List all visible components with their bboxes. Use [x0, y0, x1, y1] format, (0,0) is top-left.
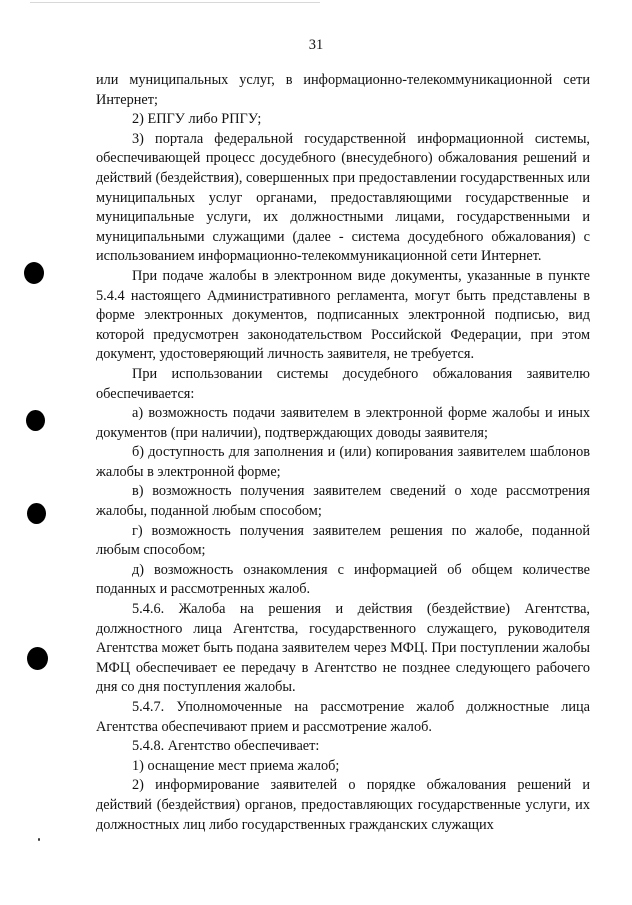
- list-item-2: 2) информирование заявителей о порядке обжалования решений и действий (бездействия) органов, предоставляющих государственные услуги, их должностных лиц либо государственных гражданских служащих: [96, 777, 590, 833]
- punch-hole-mark: [26, 410, 45, 431]
- paragraph-electronic-submission: При подаче жалобы в электронном виде документы, указанные в пункте 5.4.4 настоящего Административного регламента, могут быть представлены в форме электронных документов, подписанных электронной подписью, вид которой предусмотрен законодательством Российской Федерации, при этом документ, удостоверяющий личность заявителя, не требуется.: [96, 267, 590, 363]
- paragraph-continuation: или муниципальных услуг, в информационно-телекоммуникационной сети Интернет;: [96, 72, 590, 108]
- punch-hole-mark: [27, 647, 48, 670]
- section-5-4-7: 5.4.7. Уполномоченные на рассмотрение жалоб должностные лица Агентства обеспечивают прием и рассмотрение жалоб.: [96, 699, 590, 735]
- list-item-v: в) возможность получения заявителем сведений о ходе рассмотрения жалобы, поданной любым способом;: [96, 483, 590, 520]
- section-5-4-6: 5.4.6. Жалоба на решения и действия (бездействие) Агентства, должностного лица Агентства, государственного служащего, руководителя Агентства может быть подана заявителем через МФЦ. При поступлении жалобы МФЦ обеспечивает ее передачу в Агентство не позднее следующего рабочего дня со дня поступления жалобы.: [96, 601, 590, 696]
- punch-hole-mark: [24, 262, 44, 284]
- list-item-1: 1) оснащение мест приема жалоб;: [132, 757, 340, 774]
- paragraph-system-usage: При использовании системы досудебного обжалования заявителю обеспечивается:: [96, 365, 590, 402]
- list-item-portal: 3) портала федеральной государственной информационной системы, обеспечивающей процесс досудебного (внесудебного) обжалования решений и действий (бездействия), совершенных при предоставлении государственных или муниципальных услуг органами, предоставляющими государственные и муниципальные услуги, их должностными лицами, государственными и муниципальными служащими (далее - система досудебного обжалования) с использованием информационно-телекоммуникационной сети Интернет.: [96, 130, 590, 265]
- punch-hole-mark: [27, 503, 46, 524]
- list-item-d: д) возможность ознакомления с информацией об общем количестве поданных и рассмотренных жалоб.: [96, 561, 590, 598]
- page-number: 31: [308, 37, 324, 53]
- list-item-b: б) доступность для заполнения и (или) копирования заявителем шаблонов жалобы в электронной форме;: [96, 444, 590, 480]
- list-item-g: г) возможность получения заявителем решения по жалобе, поданной любым способом;: [96, 522, 590, 559]
- list-item-a: а) возможность подачи заявителем в электронной форме жалобы и иных документов (при наличии), подтверждающих доводы заявителя;: [96, 405, 590, 441]
- section-5-4-8: 5.4.8. Агентство обеспечивает:: [132, 738, 320, 755]
- scan-edge-line: [30, 2, 320, 3]
- list-item-epgu: 2) ЕПГУ либо РПГУ;: [132, 111, 262, 128]
- scan-speck: [38, 838, 40, 841]
- body-text: [96, 71, 590, 835]
